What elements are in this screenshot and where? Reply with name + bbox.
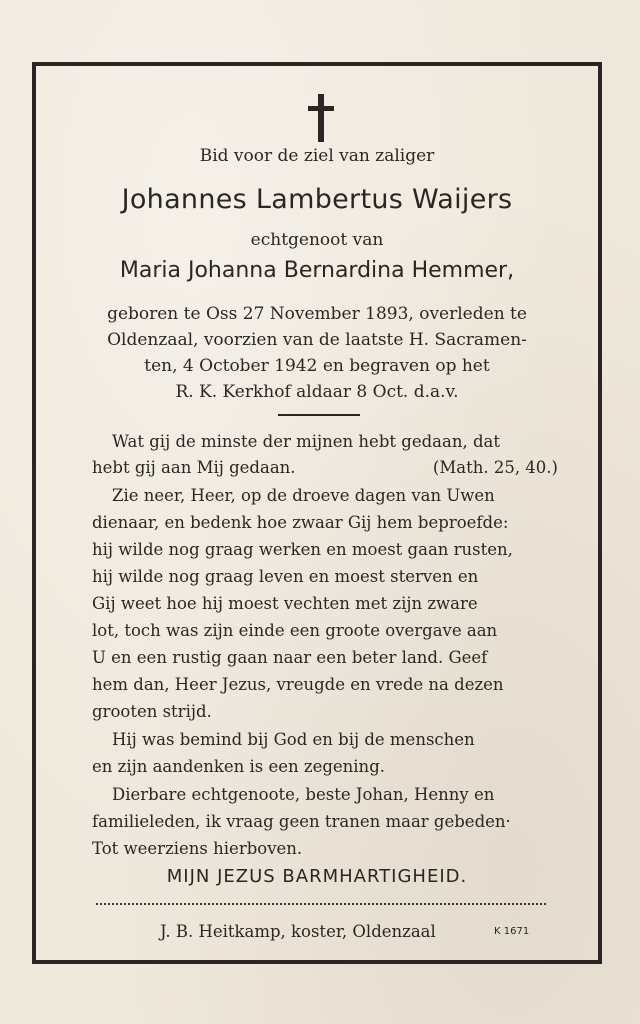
paragraph-text: familieleden, ik vraag geen tranen maar gebeden· <box>92 812 511 831</box>
paragraph-text: U en een rustig gaan naar een beter land. Geef <box>92 648 488 667</box>
card-content <box>36 66 598 960</box>
spouse-name: Maria Johanna Bernardina Hemmer, <box>119 258 515 283</box>
closing-motto: MIJN JEZUS BARMHARTIGHEID. <box>166 866 468 887</box>
paragraph-text: grooten strijd. <box>92 702 212 721</box>
quote-text: hebt gij aan Mij gedaan. <box>92 458 296 477</box>
deceased-name: Johannes Lambertus Waijers <box>121 184 513 215</box>
paragraph-text: en zijn aandenken is een zegening. <box>92 757 385 776</box>
paragraph-text: Hij was bemind bij God en bij de menschen <box>112 730 475 749</box>
paragraph-text: lot, toch was zijn einde een groote overgave aan <box>92 621 498 640</box>
quote-reference: (Math. 25, 40.) <box>432 458 558 477</box>
bio-line: geboren te Oss 27 November 1893, overleden te <box>107 304 527 324</box>
paragraph-text: hij wilde nog graag leven en moest sterven en <box>92 567 479 586</box>
paragraph-text: Dierbare echtgenoote, beste Johan, Henny en <box>112 785 495 804</box>
bio-line: ten, 4 October 1942 en begraven op het <box>144 356 490 376</box>
quote-text: Wat gij de minste der mijnen hebt gedaan, dat <box>112 432 500 451</box>
footer-divider <box>96 903 546 905</box>
bio-line: R. K. Kerkhof aldaar 8 Oct. d.a.v. <box>175 382 459 402</box>
prayer-line: Bid voor de ziel van zaliger <box>199 146 435 166</box>
paragraph-text: Tot weerziens hierboven. <box>92 839 303 858</box>
print-code: K 1671 <box>494 926 530 937</box>
paragraph-text: hem dan, Heer Jezus, vreugde en vrede na dezen <box>92 675 504 694</box>
section-divider <box>278 414 360 416</box>
paragraph-text: Zie neer, Heer, op de droeve dagen van Uwen <box>112 486 495 505</box>
printer-credit: J. B. Heitkamp, koster, Oldenzaal <box>160 922 436 941</box>
relation-line: echtgenoot van <box>250 230 384 250</box>
paragraph-text: hij wilde nog graag werken en moest gaan rusten, <box>92 540 513 559</box>
paragraph-text: Gij weet hoe hij moest vechten met zijn zware <box>92 594 478 613</box>
latin-cross-icon <box>308 94 334 142</box>
bio-line: Oldenzaal, voorzien van de laatste H. Sacramen- <box>107 330 527 350</box>
paragraph-text: dienaar, en bedenk hoe zwaar Gij hem beproefde: <box>92 513 509 532</box>
